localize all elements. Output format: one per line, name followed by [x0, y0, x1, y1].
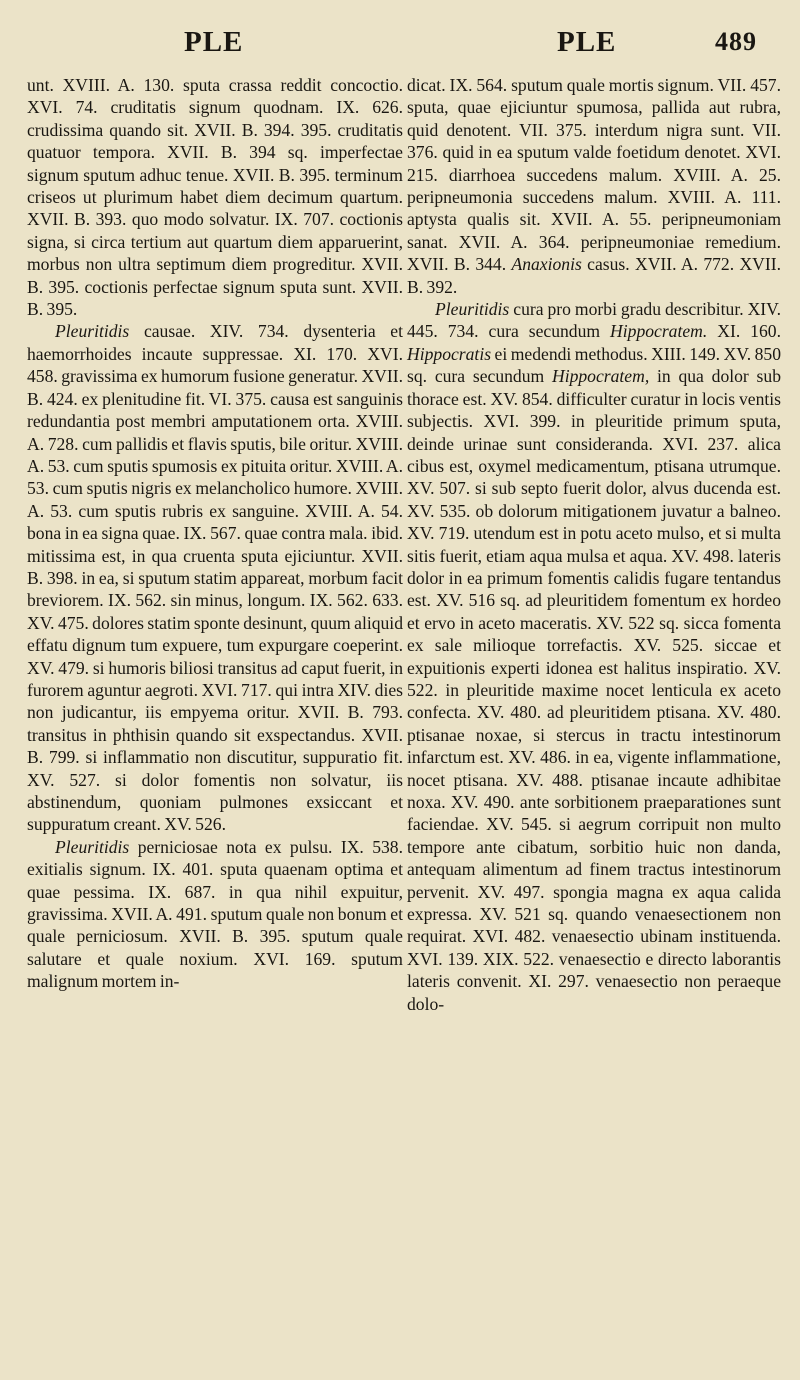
italic-term: Pleuritidis — [435, 299, 510, 320]
entry-text: dicat. IX. 564. sputum quale mortis signum. VII. 457. sputa, quae ejiciuntur spumosa, pallida aut rubra, quid denotent. VII. 375. interdum nigra sunt. VII. 376. quid in ea sputum valde foetidum denotet. XVI. 215. diarrhoea succedens malum. XVIII. A. 25. peripneumonia succedens malum. XVIII. A. 111. aptysta qualis sit. XVII. A. 55. peripneumoniam sanat. XVII. A. 364. peripneumoniae remedium. XVII. B. 344. — [407, 75, 781, 275]
italic-term: Hippocratem. — [610, 321, 708, 342]
italic-term: Pleuritidis — [55, 836, 130, 857]
italic-term: Hippocratis — [407, 343, 492, 364]
entry-text: unt. XVIII. A. 130. sputa crassa reddit concoctio. XVI. 74. cruditatis signum quodnam. IX. 626. crudissima quando sit. XVII. B. 394. 395. cruditatis quatuor tempora. XVII. B. 394 sq. imperfectae signum sputum adhuc tenue. XVII. B. 395. terminum criseos ut plurimum habet diem decimum quartum. XVII. B. 393. quo modo solvatur. IX. 707. coctionis signa, si circa tertium aut quartum diem apparuerint, morbus non ultra septimum diem progreditur. XVII. B. 395. coctionis perfectae signum sputa sunt. XVII. B. 395. — [27, 75, 403, 320]
entry-text: cura pro morbi gradu describitur. XIV. 445. 734. cura secundum — [407, 299, 781, 342]
index-entry — [407, 298, 781, 1015]
italic-term: Anaxionis — [511, 254, 582, 275]
italic-term: Pleuritidis — [55, 321, 130, 342]
entry-text: XI. 160. — [707, 321, 781, 342]
entry-text: ei medendi methodus. XIII. 149. XV. 850 sq. cura secundum — [407, 343, 781, 387]
index-entry — [407, 74, 781, 298]
entry-text: causae. XIV. 734. dysenteria et haemorrhoides incaute suppressae. XI. 170. XVI. 458. gravissima ex humorum fusione generatur. XVII. B. 424. ex plenitudine fit. VI. 375. causa est sanguinis redundantia post membri amputationem orta. XVIII. A. 728. cum pallidis et flavis sputis, bile oritur. XVIII. A. 53. cum sputis spumosis ex pituita oritur. XVIII. A. 53. cum sputis nigris ex melancholico humore. XVIII. A. 53. cum sputis rubris ex sanguine. XVIII. A. 54. bona in ea signa quae. IX. 567. quae contra mala. ibid. mitissima est, in qua cruenta sputa ejiciuntur. XVII. B. 398. in ea, si sputum statim appareat, morbum facit breviorem. IX. 562. sin minus, longum. IX. 562. 633. XV. 475. dolores statim sponte desinunt, quum aliquid effatu dignum tum expuere, tum expurgare coeperint. XV. 479. si humoris biliosi transitus ad caput fuerit, in furorem aguntur aegroti. XVI. 717. qui intra XIV. dies non judicantur, iis empyema oritur. XVII. B. 793. transitus in phthisin quando sit exspectandus. XVII. B. 799. si inflammatio non discutitur, suppuratio fit. XV. 527. si dolor fomentis non solvatur, iis abstinendum, quoniam pulmones exsiccant et suppuratum creant. XV. 526. — [27, 321, 403, 835]
entry-text: casus. XVII. A. 772. XVII. B. 392. — [407, 254, 781, 297]
index-entry — [27, 836, 403, 993]
index-entry — [27, 74, 403, 320]
index-entry — [27, 320, 403, 835]
page-number: 489 — [715, 27, 757, 56]
italic-term: Hippocratem, — [551, 366, 650, 387]
entry-text: in qua dolor sub thorace est. XV. 854. difficulter curatur in locis ventis subjectis. XVI. 399. in pleuritide primum sputa, deinde urinae sunt consideranda. XVI. 237. alica cibus est, oxymel medicamentum, ptisana utrumque. XV. 507. si sub septo fuerit dolor, alvus ducenda est. XV. 535. ob dolorum mitigationem juvatur a balneo. XV. 719. utendum est in potu aceto mulso, et si multa sitis fuerit, etiam aqua mulsa et aqua. XV. 498. lateris dolor in ea primum fomentis calidis fugare tentandus est. XV. 516 sq. ad pleuritidem fomentum ex hordeo et ervo in aceto maceratis. XV. 522 sq. sicca fomenta ex sale milioque torrefactis. XV. 525. siccae et expuitionis experti idonea est halitus inspiratio. XV. 522. in pleuritide maxime nocet lenticula ex aceto confecta. XV. 480. ad pleuritidem ptisana. XV. 480. ptisanae noxae, si stercus in tractu intestinorum infarctum est. XV. 486. in ea, vigente inflammatione, nocet ptisana. XV. 488. ptisanae incaute adhibitae noxa. XV. 490. ante sorbitionem praeparationes sunt faciendae. XV. 545. si aegrum corripuit non multo tempore ante cibatum, sorbitio huic non danda, antequam alimentum ad finem tractus intestinorum pervenit. XV. 497. spongia magna ex aqua calida expressa. XV. 521 sq. quando venaesectionem non requirat. XVI. 482. venaesectio ubinam instituenda. XVI. 139. XIX. 522. venaesectio e directo laborantis lateris convenit. XI. 297. venaesectio non peraeque dolo- — [407, 366, 781, 1014]
entry-text: perniciosae nota ex pulsu. IX. 538. exitialis signum. IX. 401. sputa quaenam optima et quae pessima. IX. 687. in qua nihil expuitur, gravissima. XVII. A. 491. sputum quale non bonum et quale perniciosum. XVII. B. 395. sputum quale salutare et quale noxium. XVI. 169. sputum malignum mortem in- — [27, 836, 403, 992]
right-column — [407, 74, 781, 1015]
left-column — [27, 74, 403, 993]
running-head-left: PLE — [184, 26, 244, 58]
running-head-right: PLE — [557, 26, 617, 58]
